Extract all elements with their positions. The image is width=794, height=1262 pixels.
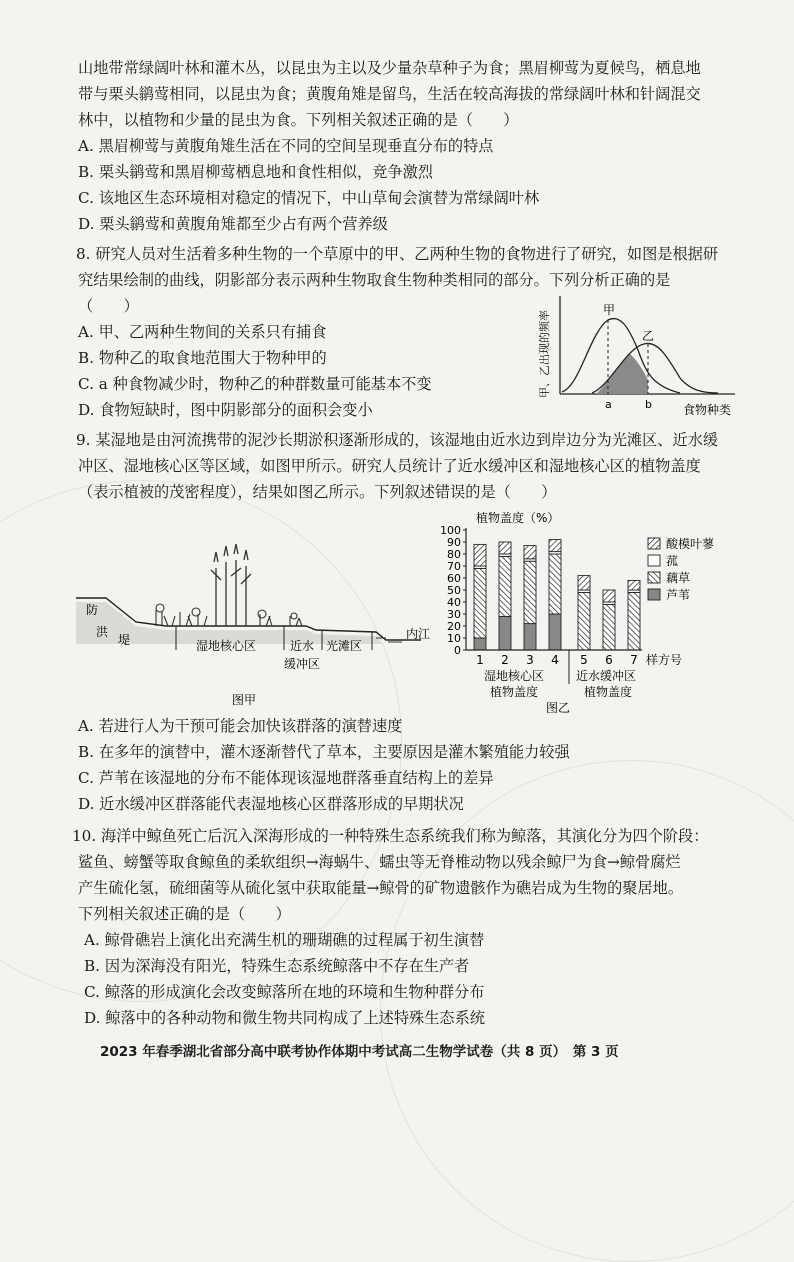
x-tick-label: 5 bbox=[580, 653, 588, 667]
legend-label: 藕草 bbox=[666, 571, 691, 585]
legend-swatch bbox=[648, 538, 660, 549]
q9-stem-line: （表示植被的茂密程度），结果如图乙所示。下列叙述错误的是（ ） bbox=[78, 483, 557, 501]
q7-option-a: A. 黑眉柳莺与黄腹角雉生活在不同的空间呈现垂直分布的特点 bbox=[78, 137, 494, 155]
q10-stem-line: 10. 海洋中鲸鱼死亡后沉入深海形成的一种特殊生态系统我们称为鲸落，其演化分为四个阶段： bbox=[72, 827, 709, 845]
q8-frequency-figure bbox=[530, 292, 750, 420]
y-tick-label: 90 bbox=[447, 536, 461, 549]
q7-text-line: 林中，以植物和少量的昆虫为食。下列相关叙述正确的是（ ） bbox=[78, 111, 519, 129]
q10-option-a: A. 鲸骨礁岩上演化出充满生机的珊瑚礁的过程属于初生演替 bbox=[84, 931, 485, 949]
bar-segment bbox=[499, 542, 511, 554]
q10-option-b: B. 因为深海没有阳光，特殊生态系统鲸落中不存在生产者 bbox=[84, 957, 470, 975]
q8-option-d: D. 食物短缺时，图中阴影部分的面积会变小 bbox=[78, 401, 373, 419]
y-axis-label: 甲、乙出现的频率 bbox=[538, 310, 551, 398]
y-axis-label: 植物盖度（%） bbox=[476, 511, 560, 525]
x-tick-label: 1 bbox=[476, 653, 484, 667]
q8-option-b: B. 物种乙的取食地范围大于物种甲的 bbox=[78, 349, 327, 367]
reed-plants bbox=[211, 544, 251, 626]
y-tick-label: 70 bbox=[447, 560, 461, 573]
x-tick-label: 7 bbox=[630, 653, 638, 667]
bar-segment bbox=[628, 580, 640, 590]
legend-swatch bbox=[648, 589, 660, 600]
river-label: 内江 bbox=[406, 627, 431, 641]
group-label-buffer: 植物盖度 bbox=[584, 685, 633, 699]
q9-stem-line: 冲区、湿地核心区等区域，如图甲所示。研究人员统计了近水缓冲区和湿地核心区的植物盖度 bbox=[78, 457, 701, 475]
x-axis-label: 样方号 bbox=[646, 653, 683, 667]
bar-segment bbox=[603, 590, 615, 602]
y-tick-label: 100 bbox=[440, 524, 461, 537]
x-axis-label: 食物种类 bbox=[683, 403, 732, 417]
levee-label: 洪 bbox=[96, 625, 109, 639]
group-label-buffer: 近水缓冲区 bbox=[576, 669, 637, 683]
figure-jia-wetland-diagram bbox=[76, 540, 456, 710]
q7-option-d: D. 栗头鹟莺和黄腹角雉都至少占有两个营养级 bbox=[78, 215, 388, 233]
q7-text-line: 带与栗头鹟莺相同，以昆虫为食；黄腹角雉是留鸟，生活在较高海拔的常绿阔叶林和针阔混交 bbox=[78, 85, 701, 103]
page-footer: 2023 年春季湖北省部分高中联考协作体期中考试高二生物学试卷（共 8 页） 第 3 页 bbox=[100, 1044, 619, 1060]
bar-segment bbox=[524, 561, 536, 623]
zone-label-buffer: 缓冲区 bbox=[284, 657, 321, 671]
group-label-core: 植物盖度 bbox=[490, 685, 539, 699]
q9-option-d: D. 近水缓冲区群落能代表湿地核心区群落形成的早期状况 bbox=[78, 795, 464, 813]
legend-swatch bbox=[648, 572, 660, 583]
bar-segment bbox=[499, 556, 511, 616]
bar-segment bbox=[524, 546, 536, 559]
x-tick-label: 3 bbox=[526, 653, 534, 667]
y-tick-label: 60 bbox=[447, 572, 461, 585]
bar-segment bbox=[474, 568, 486, 638]
group-label-core: 湿地核心区 bbox=[484, 669, 545, 683]
q8-option-a: A. 甲、乙两种生物间的关系只有捕食 bbox=[78, 323, 327, 341]
q9-option-a: A. 若进行人为干预可能会加快该群落的演替速度 bbox=[78, 717, 403, 735]
low-plants bbox=[156, 604, 302, 626]
q10-stem-line: 鲨鱼、螃蟹等取食鲸鱼的柔软组织→海蜗牛、蠕虫等无脊椎动物以残余鲸尸为食→鲸骨腐烂 bbox=[78, 853, 681, 871]
q8-stem-line: 究结果绘制的曲线，阴影部分表示两种生物取食生物种类相同的部分。下列分析正确的是 bbox=[78, 271, 671, 289]
tick-b: b bbox=[645, 398, 652, 411]
bar-segment bbox=[549, 554, 561, 614]
q10-option-c: C. 鲸落的形成演化会改变鲸落所在地的环境和生物种群分布 bbox=[84, 983, 485, 1001]
zone-label-core: 湿地核心区 bbox=[196, 639, 257, 653]
q10-stem-line: 下列相关叙述正确的是（ ） bbox=[78, 905, 291, 923]
label-jia: 甲 bbox=[603, 303, 616, 317]
bar-segment bbox=[578, 592, 590, 650]
legend-swatch bbox=[648, 555, 660, 566]
bar-segment bbox=[549, 614, 561, 650]
tick-a: a bbox=[605, 398, 612, 411]
y-tick-label: 80 bbox=[447, 548, 461, 561]
figure-jia-caption: 图甲 bbox=[232, 693, 257, 707]
q7-option-b: B. 栗头鹟莺和黑眉柳莺栖息地和食性相似，竞争激烈 bbox=[78, 163, 433, 181]
legend-label: 芦苇 bbox=[666, 588, 691, 602]
figure-yi-caption: 图乙 bbox=[546, 701, 571, 715]
legend-label: 酸模叶蓼 bbox=[666, 537, 715, 551]
x-tick-label: 4 bbox=[551, 653, 559, 667]
bar-segment bbox=[524, 624, 536, 650]
q7-text-line: 山地带常绿阔叶林和灌木丛，以昆虫为主以及少量杂草种子为食；黑眉柳莺为夏候鸟，栖息地 bbox=[78, 59, 701, 77]
bar-segment bbox=[628, 592, 640, 650]
q8-stem-line: 8. 研究人员对生活着多种生物的一个草原中的甲、乙两种生物的食物进行了研究，如图是根据研 bbox=[76, 245, 719, 263]
q8-stem-line: （ ） bbox=[78, 297, 139, 315]
bar-segment bbox=[549, 540, 561, 552]
y-tick-label: 50 bbox=[447, 584, 461, 597]
y-tick-label: 40 bbox=[447, 596, 461, 609]
q9-stem-line: 9. 某湿地是由河流携带的泥沙长期淤积逐渐形成的，该湿地由近水边到岸边分为光滩区、近水缓 bbox=[76, 431, 719, 449]
q10-option-d: D. 鲸落中的各种动物和微生物共同构成了上述特殊生态系统 bbox=[84, 1009, 485, 1027]
q10-stem-line: 产生硫化氢，硫细菌等从硫化氢中获取能量→鲸骨的矿物遗骸作为礁岩成为生物的聚居地。 bbox=[78, 879, 684, 897]
bar-segment bbox=[578, 576, 590, 590]
legend-label: 菰 bbox=[666, 554, 679, 568]
zone-label-beach: 光滩区 bbox=[326, 639, 363, 653]
q7-option-c: C. 该地区生态环境相对稳定的情况下，中山草甸会演替为常绿阔叶林 bbox=[78, 189, 540, 207]
bar-segment bbox=[499, 616, 511, 650]
y-tick-label: 0 bbox=[454, 644, 461, 657]
q8-option-c: C. a 种食物减少时，物种乙的种群数量可能基本不变 bbox=[78, 375, 432, 393]
overlap-shaded-area bbox=[596, 354, 648, 394]
figure-yi-coverage-chart bbox=[430, 508, 730, 724]
q9-option-c: C. 芦苇在该湿地的分布不能体现该湿地群落垂直结构上的差异 bbox=[78, 769, 494, 787]
levee-label: 防 bbox=[86, 603, 99, 617]
bar-segment bbox=[474, 544, 486, 566]
y-tick-label: 10 bbox=[447, 632, 461, 645]
x-tick-label: 2 bbox=[501, 653, 509, 667]
levee-label: 堤 bbox=[118, 633, 131, 647]
y-tick-label: 20 bbox=[447, 620, 461, 633]
q9-option-b: B. 在多年的演替中，灌木逐渐替代了草本，主要原因是灌木繁殖能力较强 bbox=[78, 743, 570, 761]
bar-segment bbox=[474, 638, 486, 650]
label-yi: 乙 bbox=[642, 329, 655, 343]
bar-segment bbox=[603, 604, 615, 650]
x-tick-label: 6 bbox=[605, 653, 613, 667]
y-tick-label: 30 bbox=[447, 608, 461, 621]
zone-label-buffer: 近水 bbox=[290, 639, 315, 653]
